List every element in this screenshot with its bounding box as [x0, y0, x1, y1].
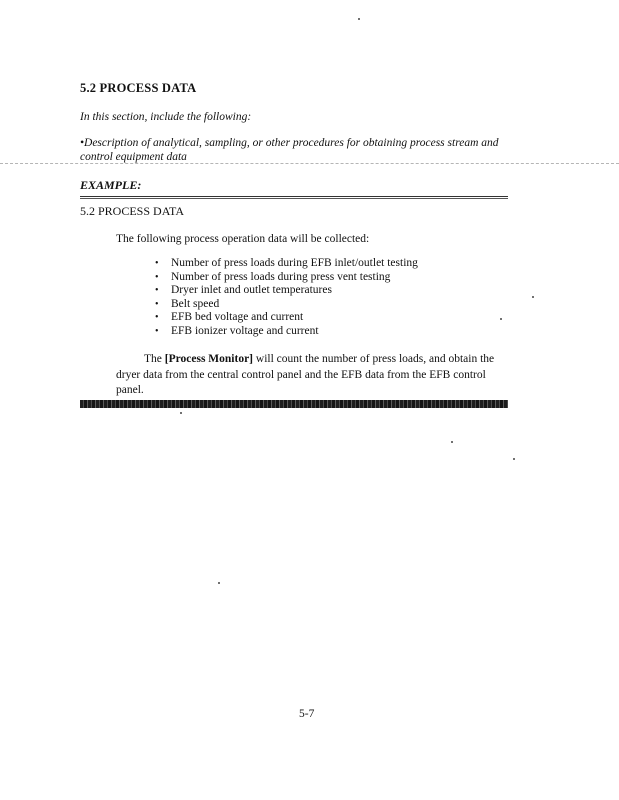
example-top-rule [80, 196, 508, 199]
scan-speck [218, 582, 220, 584]
section-description: •Description of analytical, sampling, or other procedures for obtaining process stream and control equipment data [80, 137, 499, 163]
list-item: • Belt speed [155, 298, 495, 312]
paragraph-suffix: will count the number of press loads, and obtain the dryer data from the central control panel and the EFB data from the EFB control panel. [116, 353, 495, 396]
list-item: • Number of press loads during press vent testing [155, 271, 495, 285]
paragraph-prefix: The [144, 353, 165, 365]
example-paragraph [116, 352, 508, 399]
scan-artifact-line [0, 163, 619, 164]
scan-speck [532, 296, 534, 298]
section-heading: 5.2 PROCESS DATA [80, 81, 197, 95]
process-data-list [155, 257, 495, 338]
example-lead: The following process operation data will be collected: [116, 233, 370, 245]
scan-speck [180, 412, 182, 414]
example-label: EXAMPLE: [80, 178, 142, 192]
scan-speck [500, 318, 502, 320]
list-item: • EFB bed voltage and current [155, 311, 495, 325]
section-intro: In this section, include the following: [80, 111, 252, 123]
scan-speck [358, 18, 360, 20]
example-heading: 5.2 PROCESS DATA [80, 204, 185, 218]
page-number: 5-7 [299, 708, 315, 720]
scan-speck [451, 441, 453, 443]
list-item: • Number of press loads during EFB inlet/outlet testing [155, 257, 495, 271]
scan-speck [513, 458, 515, 460]
list-item: • Dryer inlet and outlet temperatures [155, 284, 495, 298]
list-item: • EFB ionizer voltage and current [155, 325, 495, 339]
process-monitor-placeholder: [Process Monitor] [164, 353, 254, 365]
example-bottom-rule [80, 400, 508, 408]
